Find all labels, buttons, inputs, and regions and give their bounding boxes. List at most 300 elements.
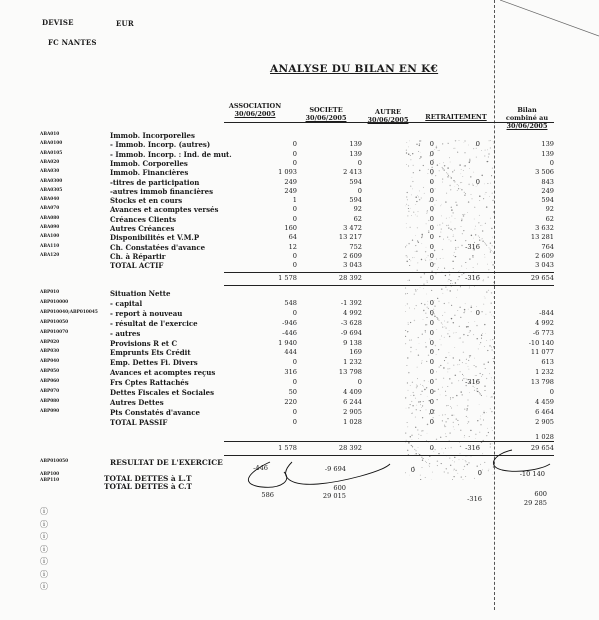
noise-dot (474, 321, 475, 322)
actif-row-9-code: ABA080 (40, 215, 60, 221)
noise-dot (447, 333, 448, 334)
noise-dot (407, 293, 408, 294)
noise-dot (493, 361, 494, 362)
noise-dot (458, 185, 459, 186)
noise-dot (454, 252, 455, 253)
passif-row-9-label: Frs Cptes Rattachés (110, 378, 189, 388)
actif-row-13-autre: 0 (429, 251, 434, 260)
noise-dot (486, 396, 487, 397)
noise-dot (446, 172, 447, 173)
actif-row-6-bilan: 249 (541, 186, 554, 195)
actif-row-9-assoc: 0 (292, 214, 297, 223)
noise-dot (439, 150, 440, 151)
noise-dot (490, 312, 491, 313)
noise-dot (467, 405, 468, 406)
noise-dot (447, 289, 448, 290)
actif-row-9-label: Créances Clients (110, 214, 177, 224)
noise-dot (451, 222, 452, 223)
noise-dot (439, 170, 440, 171)
noise-dot (454, 429, 455, 430)
noise-dot (451, 318, 452, 319)
passif-row-3-assoc: -946 (282, 318, 297, 327)
actif-row-12-retr: -316 (465, 242, 480, 251)
noise-dot (469, 392, 470, 393)
noise-dot (444, 321, 445, 322)
actif-row-5-retr: 0 (475, 177, 480, 186)
actif-row-8-autre: 0 (429, 205, 434, 214)
noise-dot (458, 188, 459, 189)
passif-row-13-label: TOTAL PASSIF (110, 417, 168, 427)
noise-dot (488, 156, 489, 157)
noise-dot (483, 280, 484, 281)
noise-dot (482, 414, 483, 415)
noise-dot (438, 349, 439, 350)
noise-dot (439, 163, 440, 164)
noise-dot (435, 205, 436, 206)
noise-dot (455, 375, 456, 376)
noise-dot (436, 329, 437, 330)
noise-dot (461, 391, 462, 392)
noise-dot (465, 262, 466, 263)
col-retraitement-name: RETRAITEMENT (425, 113, 487, 121)
passif-row-4-code: ABP010070 (40, 329, 69, 335)
passif-row-4-assoc: -446 (282, 328, 297, 337)
col-association-name: ASSOCIATION (228, 102, 282, 110)
noise-dot (463, 170, 464, 171)
noise-dot (414, 294, 415, 295)
passif-row-10-bilan: 0 (549, 388, 554, 396)
passif-row-8-assoc: 316 (284, 368, 297, 377)
actif-row-0-code: ABA010 (40, 132, 60, 137)
noise-dot (435, 175, 436, 176)
resultat-label: RESULTAT DE L'EXERCICE (110, 458, 223, 467)
passif-row-1-label: - capital (110, 298, 143, 308)
noise-dot (441, 229, 442, 230)
noise-dot (436, 259, 437, 260)
passif-row-7-soc: 1 232 (343, 358, 362, 367)
passif-row-2-retr: 0 (475, 308, 480, 317)
noise-dot (469, 159, 470, 160)
noise-dot (443, 367, 444, 368)
noise-dot (442, 327, 443, 328)
actif-row-13-bilan: 2 609 (535, 251, 554, 260)
noise-dot (442, 167, 443, 168)
noise-dot (443, 162, 444, 163)
noise-dot (441, 236, 442, 237)
noise-dot (437, 318, 438, 319)
resultat-code: ABP010050 (40, 459, 69, 464)
actif-row-0-label: Immob. Incorporelles (110, 131, 195, 140)
noise-dot (491, 292, 493, 294)
actif-row-4-code: ABA030 (40, 169, 60, 175)
noise-dot (449, 157, 450, 158)
noise-dot (452, 397, 453, 398)
noise-dot (460, 286, 461, 287)
noise-dot (476, 325, 477, 326)
noise-dot (481, 150, 482, 151)
noise-dot (443, 258, 444, 259)
noise-dot (469, 162, 470, 163)
noise-dot (460, 371, 461, 372)
noise-dot (453, 212, 454, 213)
noise-dot (480, 225, 481, 226)
passif-row-1-code: ABP010000 (40, 299, 69, 305)
noise-dot (439, 236, 440, 237)
noise-dot (445, 327, 446, 328)
noise-dot (482, 240, 483, 241)
passif-total-retr: -316 (465, 444, 480, 452)
noise-dot (469, 288, 470, 289)
actif-row-11-autre: 0 (429, 233, 434, 242)
actif-row-1-autre: 0 (429, 140, 434, 149)
noise-dot (460, 317, 461, 318)
noise-dot (486, 412, 487, 413)
noise-dot (453, 426, 454, 427)
noise-dot (468, 421, 469, 422)
passif-row-9-code: ABP060 (40, 379, 60, 385)
passif-row-5-autre: 0 (429, 338, 434, 347)
noise-dot (485, 368, 486, 369)
passif-row-7-autre: 0 (429, 358, 434, 367)
noise-dot (477, 388, 478, 389)
actif-row-9-autre: 0 (429, 214, 434, 223)
noise-dot (450, 241, 451, 242)
noise-dot (456, 256, 457, 257)
noise-dot (475, 438, 476, 439)
noise-dot (445, 391, 446, 392)
noise-dot (457, 420, 458, 421)
noise-dot (453, 234, 454, 235)
noise-dot (468, 405, 469, 406)
circled-i-marker-4: ⓘ (40, 557, 48, 566)
noise-dot (487, 350, 488, 351)
noise-dot (492, 237, 493, 238)
noise-dot (444, 268, 445, 269)
noise-dot (442, 415, 443, 416)
actif-total-autre: 0 (429, 274, 434, 282)
noise-dot (457, 290, 458, 291)
col-association (225, 102, 285, 118)
passif-row-10-soc: 4 409 (343, 388, 362, 396)
noise-dot (479, 215, 480, 216)
noise-dot (464, 214, 465, 215)
noise-dot (492, 349, 493, 350)
noise-dot (457, 405, 458, 406)
devise-value: EUR (116, 19, 134, 28)
actif-row-7-bilan: 594 (541, 196, 554, 205)
resultat-assoc: -446 (253, 464, 268, 472)
noise-dot (446, 225, 447, 226)
noise-dot (456, 332, 457, 333)
passif-row-1-soc: -1 392 (340, 298, 362, 307)
noise-dot (445, 286, 446, 287)
noise-dot (447, 167, 448, 168)
passif-row-9-soc: 0 (357, 378, 362, 387)
noise-dot (450, 355, 451, 356)
noise-dot (484, 324, 485, 325)
noise-dot (469, 287, 470, 288)
noise-dot (452, 230, 453, 231)
noise-dot (456, 395, 457, 396)
noise-dot (477, 391, 478, 392)
noise-dot (475, 234, 476, 235)
header-rule (224, 122, 554, 123)
passif-row-5-label: Provisions R et C (110, 338, 178, 348)
noise-dot (440, 437, 441, 438)
passif-total-bilan: 29 654 (530, 444, 554, 452)
col-bilan-l2: combiné au (505, 114, 549, 122)
actif-row-14-soc: 3 043 (343, 261, 362, 270)
noise-dot (467, 423, 468, 424)
noise-dot (450, 399, 451, 400)
passif-row-6-code: ABP030 (40, 349, 60, 355)
noise-dot (415, 289, 416, 290)
noise-dot (483, 198, 484, 199)
noise-dot (494, 150, 495, 151)
noise-dot (449, 303, 450, 304)
noise-dot (463, 230, 464, 231)
actif-row-12-label: Ch. Constatées d'avance (110, 242, 206, 252)
noise-dot (453, 268, 454, 269)
noise-dot (423, 288, 424, 289)
noise-dot (469, 332, 470, 333)
noise-dot (461, 220, 462, 221)
noise-dot (405, 287, 406, 288)
actif-row-5-label: -titres de participation (110, 177, 200, 187)
noise-dot (493, 316, 494, 317)
noise-dot (476, 306, 477, 307)
circled-i-marker-2: ⓘ (40, 532, 48, 541)
actif-total-bilan: 29 654 (530, 274, 554, 282)
noise-dot (494, 214, 495, 215)
noise-dot (464, 165, 465, 166)
noise-dot (474, 207, 475, 208)
passif-row-11-bilan: 4 459 (535, 397, 554, 406)
noise-dot (420, 287, 421, 288)
passif-row-6-label: Emprunts Ets Crédit (110, 348, 191, 358)
resultat-retr: 0 (477, 469, 482, 477)
actif-row-1-code: ABA0100 (40, 141, 63, 147)
noise-dot (485, 390, 486, 391)
passif-row-8-soc: 13 798 (338, 368, 362, 377)
noise-dot (488, 277, 489, 278)
noise-dot (482, 230, 483, 231)
noise-dot (486, 206, 487, 207)
noise-dot (417, 270, 418, 271)
passif-row-2-soc: 4 992 (343, 308, 362, 317)
noise-dot (410, 436, 411, 437)
noise-dot (481, 311, 482, 312)
noise-dot (481, 395, 482, 396)
actif-row-7-autre: 0 (429, 196, 434, 205)
noise-dot (448, 322, 449, 323)
passif-row-3-autre: 0 (429, 318, 434, 327)
noise-dot (443, 239, 444, 240)
actif-row-11-label: Disponibilités et V.M.P (110, 233, 200, 243)
actif-row-12-assoc: 12 (288, 242, 297, 251)
noise-dot (437, 269, 438, 270)
actif-row-13-code: ABA120 (40, 252, 60, 258)
noise-dot (441, 204, 442, 205)
noise-dot (476, 186, 477, 187)
noise-dot (446, 193, 447, 194)
noise-dot (421, 430, 422, 431)
noise-dot (493, 297, 494, 298)
noise-dot (454, 170, 455, 171)
noise-dot (482, 374, 483, 375)
noise-dot (492, 430, 493, 431)
noise-dot (437, 399, 438, 400)
noise-dot (440, 395, 441, 396)
noise-dot (473, 148, 474, 149)
noise-dot (488, 290, 489, 291)
noise-dot (475, 375, 476, 376)
actif-row-11-code: ABA100 (40, 234, 60, 240)
noise-dot (477, 264, 478, 265)
passif-row-5-bilan: -10 140 (528, 338, 554, 347)
noise-dot (434, 149, 435, 150)
noise-dot (446, 218, 447, 219)
passif-row-12-assoc: 0 (292, 407, 297, 416)
noise-dot (464, 152, 465, 153)
noise-dot (475, 229, 476, 230)
noise-dot (479, 237, 480, 238)
noise-dot (464, 192, 465, 193)
noise-dot (431, 290, 432, 291)
noise-dot (488, 153, 489, 154)
noise-dot (417, 289, 418, 290)
actif-row-4-soc: 2 413 (343, 168, 362, 177)
actif-end-rule (224, 285, 554, 286)
noise-dot (484, 254, 485, 255)
passif-row-9-retr: -316 (465, 378, 480, 387)
noise-dot (477, 338, 478, 339)
noise-dot (457, 364, 458, 365)
dettes-ct-soc: 29 015 (322, 492, 346, 500)
noise-dot (454, 347, 455, 348)
noise-dot (471, 305, 472, 306)
passif-row-6-bilan: 11 077 (530, 348, 554, 357)
passif-row-12-soc: 2 905 (343, 407, 362, 416)
noise-dot (446, 436, 447, 437)
noise-dot (462, 374, 463, 375)
noise-dot (490, 243, 491, 244)
actif-row-13-soc: 2 609 (343, 251, 362, 260)
noise-dot (493, 211, 494, 212)
actif-row-6-code: ABA0305 (40, 187, 63, 193)
noise-dot (434, 300, 435, 301)
noise-dot (445, 414, 446, 415)
noise-dot (448, 225, 449, 226)
noise-dot (460, 188, 461, 189)
noise-dot (480, 393, 481, 394)
noise-dot (467, 399, 468, 400)
actif-row-7-label: Stocks et en cours (110, 196, 183, 206)
noise-dot (455, 240, 456, 241)
noise-dot (472, 257, 473, 258)
noise-dot (435, 345, 436, 346)
noise-dot (477, 420, 478, 421)
noise-dot (492, 193, 493, 194)
passif-row-10-code: ABP070 (40, 389, 60, 394)
noise-dot (472, 255, 473, 256)
noise-dot (469, 436, 470, 437)
noise-dot (486, 378, 487, 379)
actif-row-5-assoc: 249 (284, 177, 297, 186)
noise-dot (459, 359, 460, 360)
noise-dot (452, 216, 453, 217)
noise-dot (442, 293, 443, 294)
noise-dot (442, 324, 443, 325)
noise-dot (450, 290, 451, 291)
noise-dot (455, 332, 456, 333)
noise-dot (466, 268, 467, 269)
passif-row-7-code: ABP040 (40, 359, 60, 365)
noise-dot (447, 371, 448, 372)
noise-dot (448, 227, 449, 228)
noise-dot (415, 290, 416, 291)
noise-dot (438, 389, 439, 390)
passif-row-0-code: ABP010 (40, 290, 60, 295)
noise-dot (437, 225, 438, 226)
noise-dot (463, 215, 464, 216)
noise-dot (480, 342, 481, 343)
noise-dot (434, 305, 435, 306)
actif-row-7-assoc: 1 (292, 196, 297, 205)
resultat-bilan: -10 140 (519, 470, 545, 478)
actif-row-14-assoc: 0 (292, 261, 297, 270)
actif-row-8-code: ABA070 (40, 206, 60, 212)
noise-dot (493, 358, 494, 359)
noise-dot (490, 340, 491, 341)
actif-row-8-assoc: 0 (292, 205, 297, 214)
actif-row-6-autre: 0 (429, 186, 434, 195)
noise-dot (491, 175, 492, 176)
actif-row-9-bilan: 62 (545, 214, 554, 223)
actif-row-3-autre: 0 (429, 158, 434, 167)
passif-row-5-soc: 9 138 (343, 338, 362, 347)
col-societe (296, 106, 356, 122)
noise-dot (444, 426, 445, 427)
noise-dot (482, 225, 483, 226)
noise-dot (461, 169, 462, 170)
noise-dot (478, 348, 479, 349)
noise-dot (461, 218, 462, 219)
noise-dot (452, 171, 453, 172)
passif-row-2-assoc: 0 (292, 308, 297, 317)
noise-dot (490, 251, 491, 252)
noise-dot (446, 405, 447, 406)
noise-dot (482, 240, 483, 241)
actif-row-3-code: ABA020 (40, 159, 60, 165)
noise-dot (482, 333, 483, 334)
noise-dot (442, 387, 443, 388)
noise-dot (456, 204, 457, 205)
noise-dot (464, 437, 465, 438)
noise-dot (441, 288, 442, 289)
noise-dot (481, 335, 482, 336)
noise-dot (450, 283, 451, 284)
noise-dot (473, 172, 474, 173)
passif-row-1-autre: 0 (429, 298, 434, 307)
noise-dot (479, 404, 480, 405)
noise-dot (461, 266, 462, 267)
noise-dot (439, 224, 440, 225)
noise-dot (493, 346, 494, 347)
noise-dot (447, 174, 448, 175)
noise-dot (445, 357, 446, 358)
noise-dot (485, 194, 486, 195)
